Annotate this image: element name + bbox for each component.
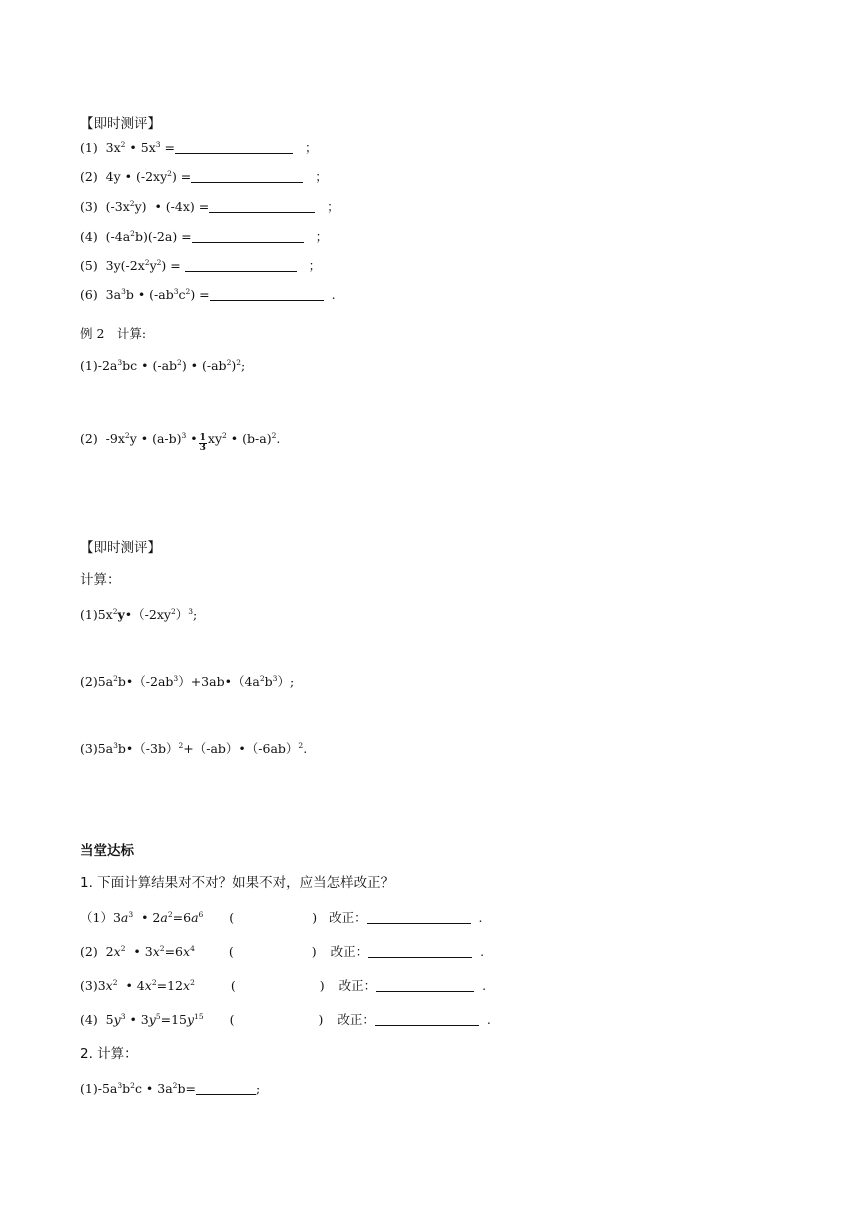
- answer-blank[interactable]: [185, 259, 297, 272]
- item-label: (3): [80, 199, 98, 214]
- item-label: (2): [80, 169, 98, 184]
- section-title-class-target: 当堂达标: [80, 843, 134, 859]
- correction-blank[interactable]: [367, 911, 471, 924]
- answer-blank[interactable]: [210, 288, 324, 301]
- item-label: (6): [80, 287, 98, 302]
- section-title-quiz-2: 【即时测评】: [80, 540, 161, 556]
- quiz2-item-2: $(2)5a^2b•(-2ab^3)+3ab•(4a^2b^3)$;: [80, 674, 295, 689]
- example-2-title: 例 2 计算:: [80, 326, 147, 341]
- fraction-one-third: $\frac{1}{3}$: [199, 433, 206, 453]
- check-row-4: (4) $5y^3$ • $3y^5=15y^{15}$ ( ) 改正： .: [80, 1012, 491, 1027]
- answer-blank[interactable]: [191, 170, 303, 183]
- answer-blank[interactable]: [192, 230, 304, 243]
- quiz1-item-4: (4) $(-4a^2b)(-2a)$ = ；: [80, 229, 329, 244]
- example-2-part-2: (2) $-9x^2y$ • $(a-b)^3$ • $\frac{1}{3}$ $xy^2$ • $(b-a)^2$.: [80, 431, 281, 453]
- item-label: (5): [80, 258, 98, 273]
- correction-blank[interactable]: [368, 945, 472, 958]
- quiz1-item-2: (2) 4y • $(-2xy^2)$ = ；: [80, 169, 328, 184]
- correction-blank[interactable]: [376, 979, 474, 992]
- quiz2-item-1: $(1)5x^2y•(-2xy^2)^3$;: [80, 607, 198, 622]
- section2-subtitle: 计算：: [80, 572, 121, 588]
- quiz2-item-3: $(3)5a^3b•(-3b)^2+(-ab)•(-6ab)^2$.: [80, 741, 308, 756]
- quiz1-item-5: (5) $3y(-2x^2y^2)$ = ；: [80, 258, 322, 273]
- question-1-text: 1. 下面计算结果对不对？如果不对，应当怎样改正？: [80, 875, 395, 891]
- quiz1-item-3: (3) $(-3x^2y)$ • (-4x) = ；: [80, 199, 340, 214]
- answer-blank[interactable]: [196, 1082, 256, 1095]
- check-row-2: (2) $2x^2$ • $3x^2=6x^4$ ( ) 改正： .: [80, 944, 485, 959]
- check-row-3: $(3)3x^2$ • $4x^2=12x^2$ ( ) 改正： .: [80, 978, 487, 993]
- quiz1-item-6: (6) $3a^3b$ • $(-ab^3c^2)$ = .: [80, 287, 336, 302]
- section-title-quiz-1: 【即时测评】: [80, 116, 161, 132]
- correction-blank[interactable]: [375, 1013, 479, 1026]
- item-label: (4): [80, 229, 98, 244]
- item-label: (1): [80, 140, 98, 155]
- quiz1-item-1: (1) $3x^2$ • $5x^3$ = ；: [80, 140, 318, 155]
- answer-blank[interactable]: [175, 141, 293, 154]
- check-row-1: $(1)3a^3$ • $2a^2=6a^6$ ( ) 改正： .: [80, 910, 483, 925]
- example-2-part-1: $(1)-2a^3bc$ • $(-ab^2)$ • $(-ab^2)^2$;: [80, 358, 246, 373]
- answer-blank[interactable]: [209, 200, 315, 213]
- q2-item-1: $(1)-5a^3b^2c$ • $3a^2b=$ ;: [80, 1081, 261, 1096]
- question-2-text: 2. 计算：: [80, 1046, 138, 1062]
